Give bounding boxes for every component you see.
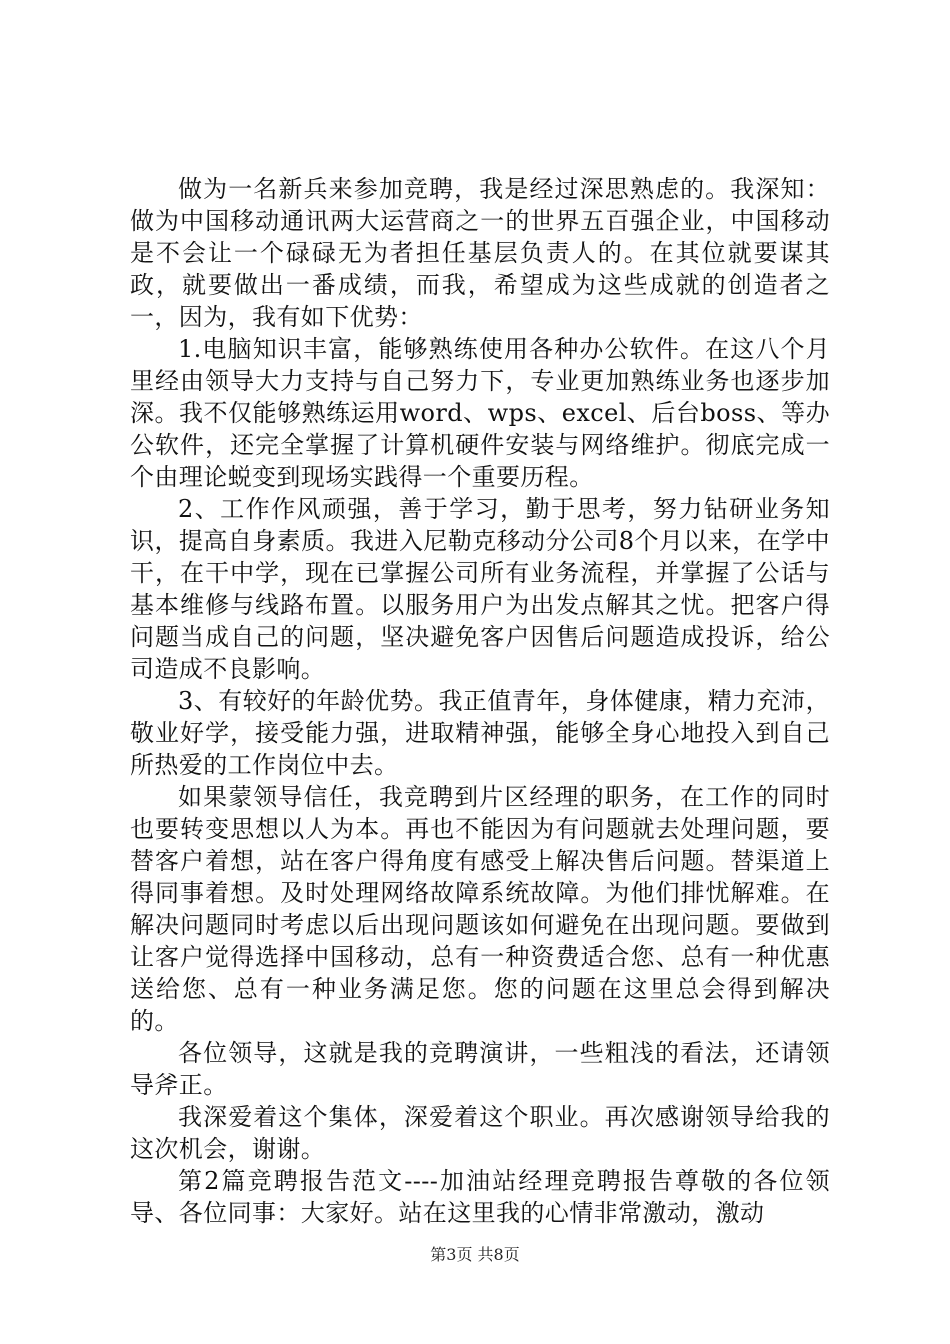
paragraph-advantage-3: 3、有较好的年龄优势。我正值青年，身体健康，精力充沛，敬业好学，接受能力强，进取精神强，能够全身心地投入到自己所热爱的工作岗位中去。 [130,687,830,779]
page-footer: 第3页 共8页 [430,1245,520,1264]
paragraph-next-article: 第2篇竞聘报告范文----加油站经理竞聘报告尊敬的各位领导、各位同事：大家好。站在这里我的心情非常激动，激动 [130,1167,830,1227]
paragraph-thanks: 我深爱着这个集体，深爱着这个职业。再次感谢领导给我的这次机会，谢谢。 [130,1103,830,1163]
paragraph-intro: 做为一名新兵来参加竞聘，我是经过深思熟虑的。我深知：做为中国移动通讯两大运营商之一的世界五百强企业，中国移动是不会让一个碌碌无为者担任基层负责人的。在其位就要谋其政，就要做出一番成绩，而我，希望成为这些成就的创造者之一，因为，我有如下优势： [130,175,830,331]
paragraph-advantage-2: 2、工作作风顽强，善于学习，勤于思考，努力钻研业务知识，提高自身素质。我进入尼勒克移动分公司8个月以来，在学中干，在干中学，现在已掌握公司所有业务流程，并掌握了公话与基本维修与线路布置。以服务用户为出发点解其之忧。把客户得问题当成自己的问题，坚决避免客户因售后问题造成投诉，给公司造成不良影响。 [130,495,830,683]
document-body [130,173,830,1229]
paragraph-closing: 各位领导，这就是我的竞聘演讲，一些粗浅的看法，还请领导斧正。 [130,1039,830,1099]
paragraph-advantage-1: 1.电脑知识丰富，能够熟练使用各种办公软件。在这八个月里经由领导大力支持与自己努力下，专业更加熟练业务也逐步加深。我不仅能够熟练运用word、wps、excel、后台boss、等办公软件，还完全掌握了计算机硬件安装与网络维护。彻底完成一个由理论蜕变到现场实践得一个重要历程。 [130,335,830,491]
paragraph-plan: 如果蒙领导信任，我竞聘到片区经理的职务，在工作的同时也要转变思想以人为本。再也不能因为有问题就去处理问题，要替客户着想，站在客户得角度有感受上解决售后问题。替渠道上得同事着想。及时处理网络故障系统故障。为他们排忧解难。在解决问题同时考虑以后出现问题该如何避免在出现问题。要做到让客户觉得选择中国移动，总有一种资费适合您、总有一种优惠送给您、总有一种业务满足您。您的问题在这里总会得到解决的。 [130,783,830,1035]
